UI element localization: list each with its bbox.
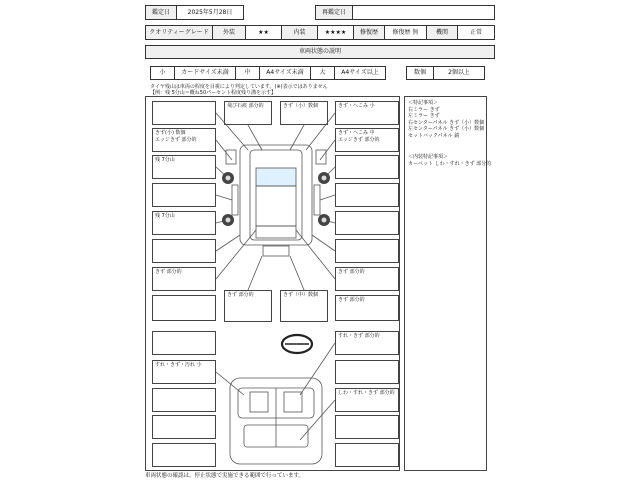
notes-frame — [404, 96, 487, 471]
special-notes — [408, 100, 484, 139]
appraisal-date-label: 鑑定日 — [145, 5, 177, 20]
damage-text: エッジきず 部分的 — [338, 137, 380, 143]
reappraisal-date-value — [352, 5, 495, 20]
damage-box-top-right: きず・へこみ 小 — [335, 101, 399, 125]
engine-value: 正常 — [457, 25, 495, 40]
damage-box-right-lower: きず 部分的 — [335, 267, 399, 291]
interior-box-right-mid: しわ・すれ・きず 部分的 — [335, 388, 399, 412]
special-note-item: セットバックパネル 錆 — [408, 132, 460, 139]
damage-box-right-1 — [335, 128, 399, 152]
damage-box-empty — [335, 239, 399, 263]
engine-label: 機関 — [426, 25, 458, 40]
footer-note: 車両状態の確認は、停止状態で実施できる範囲で行っています。 — [145, 473, 305, 479]
interior-box-empty — [335, 443, 399, 467]
exterior-value: ★★ — [245, 25, 282, 40]
count-desc: 2個以上 — [433, 66, 485, 80]
tire-box-rear-left: 残 7分山 — [152, 211, 216, 235]
interior-box-empty — [152, 443, 216, 467]
size-small: 小 — [150, 66, 175, 80]
size-medium-desc: A4サイズ未満 — [259, 66, 311, 80]
interior-notes — [408, 154, 491, 167]
damage-box-top-left: 飛び石痕 部分的 — [224, 101, 272, 125]
damage-text: エッジきず 部分的 — [155, 137, 197, 143]
exterior-label: 外装 — [212, 25, 246, 40]
damage-box-left-lower: きず 部分的 — [152, 267, 216, 291]
damage-box-left-1 — [152, 128, 216, 152]
tire-note-2: 【例：残 5分山＝概ね50パーセント程度残り溝を示す】 — [150, 90, 277, 96]
special-note-item: 左ミラー きず — [408, 113, 440, 119]
damage-box-empty — [152, 183, 216, 207]
damage-text: きず・へこみ 中 — [338, 130, 375, 136]
quality-grade-label: クオリティーグレード — [145, 25, 213, 40]
count-label: 数個 — [406, 66, 434, 80]
size-large-desc: A4サイズ以上 — [334, 66, 386, 80]
interior-label: 内装 — [281, 25, 318, 40]
damage-box-bottom-mid: きず（中）数個 — [280, 290, 328, 322]
special-notes-title: ＜特記事項＞ — [408, 100, 439, 106]
damage-box-empty — [335, 211, 399, 235]
interior-note-item: カーペット しわ・すれ・きず 部分的 — [408, 160, 492, 167]
damage-box-top-mid: きず（小）数個 — [280, 101, 328, 125]
repair-history-value: 修復歴 無 — [384, 25, 427, 40]
tire-note-1: タイヤ残山は車両の程度を目視により判定しています。(※)表示ではありません — [150, 84, 328, 90]
interior-box-right-top: すれ・きず 部分的 — [335, 331, 399, 355]
reappraisal-date-label: 再鑑定日 — [315, 5, 353, 20]
tire-box-front-left: 残 7分山 — [152, 155, 216, 179]
interior-value: ★★★★ — [317, 25, 354, 40]
interior-box-empty — [152, 388, 216, 412]
repair-history-label: 修復歴 — [353, 25, 385, 40]
interior-box-empty — [335, 415, 399, 439]
special-note-item: 左センターパネル きず（小）数個 — [408, 126, 485, 132]
damage-box-right-bottom: きず 部分的 — [335, 295, 399, 321]
damage-box-empty — [152, 239, 216, 263]
interior-box-empty — [152, 331, 216, 355]
appraisal-date-value: 2025年5月28日 — [176, 5, 244, 20]
interior-notes-title: ＜内装特記事項＞ — [408, 154, 449, 160]
special-note-item: 右ミラー きず — [408, 106, 440, 113]
size-large: 大 — [310, 66, 335, 80]
interior-box-empty — [152, 415, 216, 439]
interior-box-empty — [335, 360, 399, 384]
damage-box-empty — [152, 295, 216, 321]
damage-text: きず(小) 数個 — [155, 130, 186, 136]
size-small-desc: カードサイズ未満 — [174, 66, 236, 80]
interior-box-left-top: すれ・きず・汚れ 小 — [152, 360, 216, 384]
damage-box-empty — [335, 155, 399, 179]
size-medium: 中 — [235, 66, 260, 80]
damage-box-empty — [335, 183, 399, 207]
section-title: 車両状態の説明 — [145, 45, 495, 59]
special-note-item: 右センターパネル きず（小）数個 — [408, 119, 485, 126]
damage-box-empty — [152, 101, 216, 125]
damage-box-bottom-left: きず 部分的 — [224, 290, 272, 322]
